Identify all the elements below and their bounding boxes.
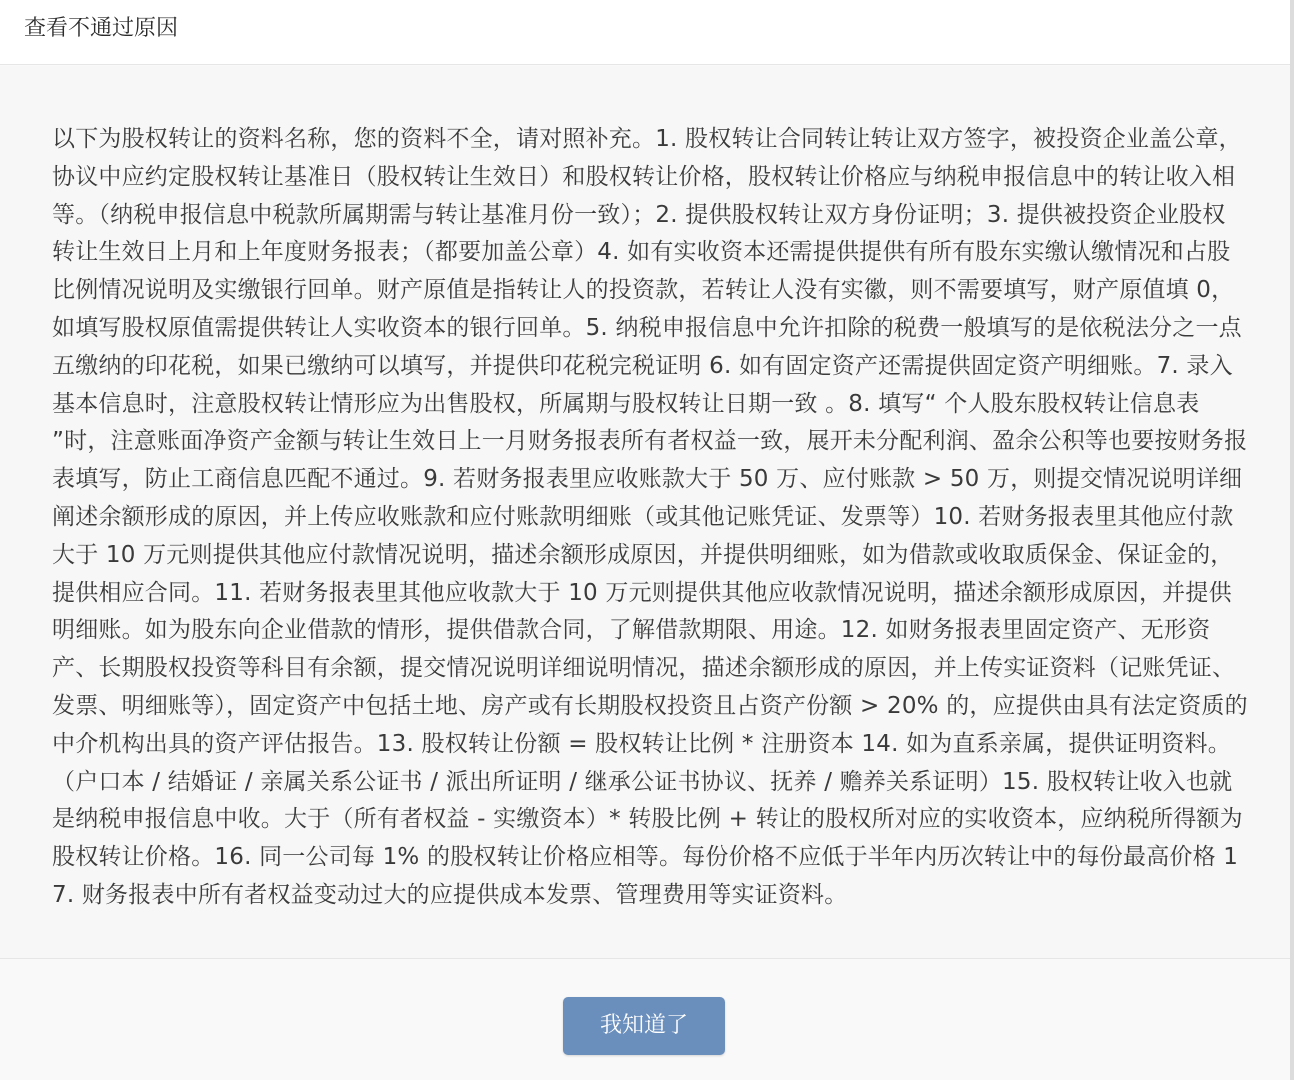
rejection-reason-text: 以下为股权转让的资料名称，您的资料不全，请对照补充。1. 股权转让合同转让转让双方签字，被投资企业盖公章，协议中应约定股权转让基准日（股权转让生效日）和股权转让价格，股权转让价格应与纳税申报信息中的转让收入相等。（纳税申报信息中税款所属期需与转让基准月份一致）；2. 提供股权转让双方身份证明；3. 提供被投资企业股权转让生效日上月和上年度财务报表；（都要加盖公章）4. 如有实收资本还需提供提供有所有股东实缴认缴情况和占股比例情况说明及实缴银行回单。财产原值是指转让人的投资款，若转让人没有实徽，则不需要填写，财产原值填 0，如填写股权原值需提供转让人实收资本的银行回单。5. 纳税申报信息中允许扣除的税费一般填写的是依税法分之一点五缴纳的印花税，如果已缴纳可以填写，并提供印花税完税证明 6. 如有固定资产还需提供固定资产明细账。7. 录入基本信息时，注意股权转让情形应为出售股权，所属期与股权转让日期一致 。8. 填写“ 个人股东股权转让信息表 ”时，注意账面净资产金额与转让生效日上一月财务报表所有者权益一致，展开未分配利润、盈余公积等也要按财务报表填写，防止工商信息匹配不通过。9. 若财务报表里应收账款大于 50 万、应付账款 > 50 万，则提交情况说明详细阐述余额形成的原因，并上传应收账款和应付账款明细账（或其他记账凭证、发票等）10. 若财务报表里其他应付款大于 10 万元则提供其他应付款情况说明，描述余额形成原因，并提供明细账，如为借款或收取质保金、保证金的，提供相应合同。11. 若财务报表里其他应收款大于 10 万元则提供其他应收款情况说明，描述余额形成原因，并提供明细账。如为股东向企业借款的情形，提供借款合同，了解借款期限、用途。12. 如财务报表里固定资产、无形资产、长期股权投资等科目有余额，提交情况说明详细说明情况，描述余额形成的原因，并上传实证资料（记账凭证、发票、明细账等），固定资产中包括土地、房产或有长期股权投资且占资产份额 > 20% 的，应提供由具有法定资质的中介机构出具的资产评估报告。13. 股权转让份额 = 股权转让比例 * 注册资本 14. 如为直系亲属，提供证明资料。（户口本 / 结婚证 / 亲属关系公证书 / 派出所证明 / 继承公证书协议、抚养 / 赡养关系证明）15. 股权转让收入也就是纳税申报信息中收。大于（所有者权益 - 实缴资本）* 转股比例 + 转让的股权所对应的实收资本，应纳税所得额为股权转让价格。16. 同一公司每 1% 的股权转让价格应相等。每份价格不应低于半年内历次转让中的每份最高价格 17. 财务报表中所有者权益变动过大的应提供成本发票、管理费用等实证资料。 — [52, 126, 1248, 908]
dialog-footer — [0, 960, 1290, 1080]
window-edge — [1290, 0, 1294, 1080]
dialog-title: 查看不通过原因 — [24, 16, 179, 41]
dialog-header — [0, 0, 1290, 65]
acknowledge-button[interactable]: 我知道了 — [563, 997, 725, 1055]
dialog-body — [0, 66, 1290, 959]
